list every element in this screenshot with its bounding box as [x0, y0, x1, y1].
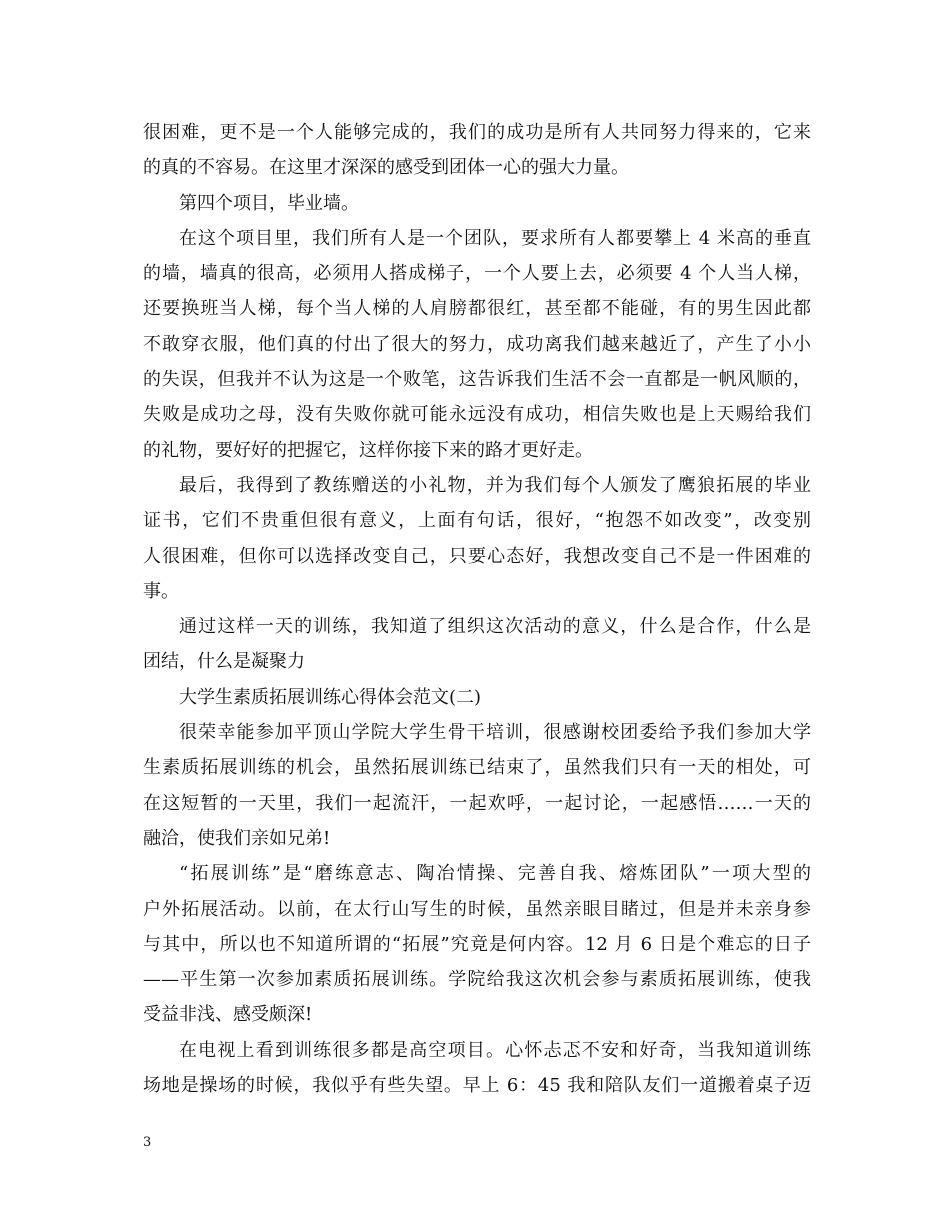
page-number: 3: [143, 1135, 152, 1150]
text-line: “拓展训练”是“磨练意志、陶冶情操、完善自我、熔炼团队”一项大型的: [179, 863, 811, 885]
section-heading: 第四个项目，毕业墙。: [179, 192, 359, 214]
text-line: 融洽，使我们亲如兄弟!: [143, 827, 331, 849]
text-line: 很荣幸能参加平顶山学院大学生骨干培训，很感谢校团委给予我们参加大学: [179, 722, 811, 744]
text-line: 场地是操场的时候，我似乎有些失望。早上 6：45 我和陪队友们一道搬着桌子迈: [143, 1075, 811, 1097]
text-line: 在这个项目里，我们所有人是一个团队，要求所有人都要攀上 4 米高的垂直: [179, 227, 811, 249]
document-body: [143, 115, 811, 1103]
text-line: 受益非浅、感受颇深!: [143, 1004, 313, 1026]
text-line: 与其中，所以也不知道所谓的“拓展”究竟是何内容。12 月 6 日是个难忘的日子: [143, 933, 811, 955]
text-line: 的真的不容易。在这里才深深的感受到团体一心的强大力量。: [143, 157, 629, 179]
text-line: 在电视上看到训练很多都是高空项目。心怀忐忑不安和好奇，当我知道训练: [179, 1039, 811, 1061]
text-line: 在这短暂的一天里，我们一起流汗，一起欢呼，一起讨论，一起感悟……一天的: [143, 792, 811, 814]
text-line: 的墙，墙真的很高，必须用人搭成梯子，一个人要上去，必须要 4 个人当人梯，: [143, 263, 811, 285]
text-line: 生素质拓展训练的机会，虽然拓展训练已结束了，虽然我们只有一天的相处，可: [143, 757, 811, 779]
text-line: 很困难，更不是一个人能够完成的，我们的成功是所有人共同努力得来的，它来: [143, 122, 811, 143]
text-line: 通过这样一天的训练，我知道了组织这次活动的意义，什么是合作，什么是: [179, 616, 811, 638]
text-line: 最后，我得到了教练赠送的小礼物，并为我们每个人颁发了鹰狼拓展的毕业: [179, 474, 811, 496]
text-line: 的失误，但我并不认为这是一个败笔，这告诉我们生活不会一直都是一帆风顺的，: [143, 369, 811, 391]
text-line: ——平生第一次参加素质拓展训练。学院给我这次机会参与素质拓展训练，使我: [143, 969, 811, 991]
section-heading: 大学生素质拓展训练心得体会范文(二): [179, 686, 482, 708]
text-line: 事。: [143, 580, 179, 602]
text-line: 证书，它们不贵重但很有意义，上面有句话，很好，“抱怨不如改变”，改变别: [143, 510, 811, 532]
text-line: 户外拓展活动。以前，在太行山写生的时候，虽然亲眼目睹过，但是并未亲身参: [143, 898, 811, 920]
text-line: 失败是成功之母，没有失败你就可能永远没有成功，相信失败也是上天赐给我们: [143, 404, 811, 426]
text-line: 人很困难，但你可以选择改变自己，只要心态好，我想改变自己不是一件困难的: [143, 545, 811, 567]
text-line: 的礼物，要好好的把握它，这样你接下来的路才更好走。: [143, 439, 593, 461]
text-line: 不敢穿衣服，他们真的付出了很大的努力，成功离我们越来越近了，产生了小小: [143, 333, 811, 355]
text-line: 团结，什么是凝聚力: [143, 651, 305, 673]
text-line: 还要换班当人梯，每个当人梯的人肩膀都很红，甚至都不能碰，有的男生因此都: [143, 298, 811, 320]
